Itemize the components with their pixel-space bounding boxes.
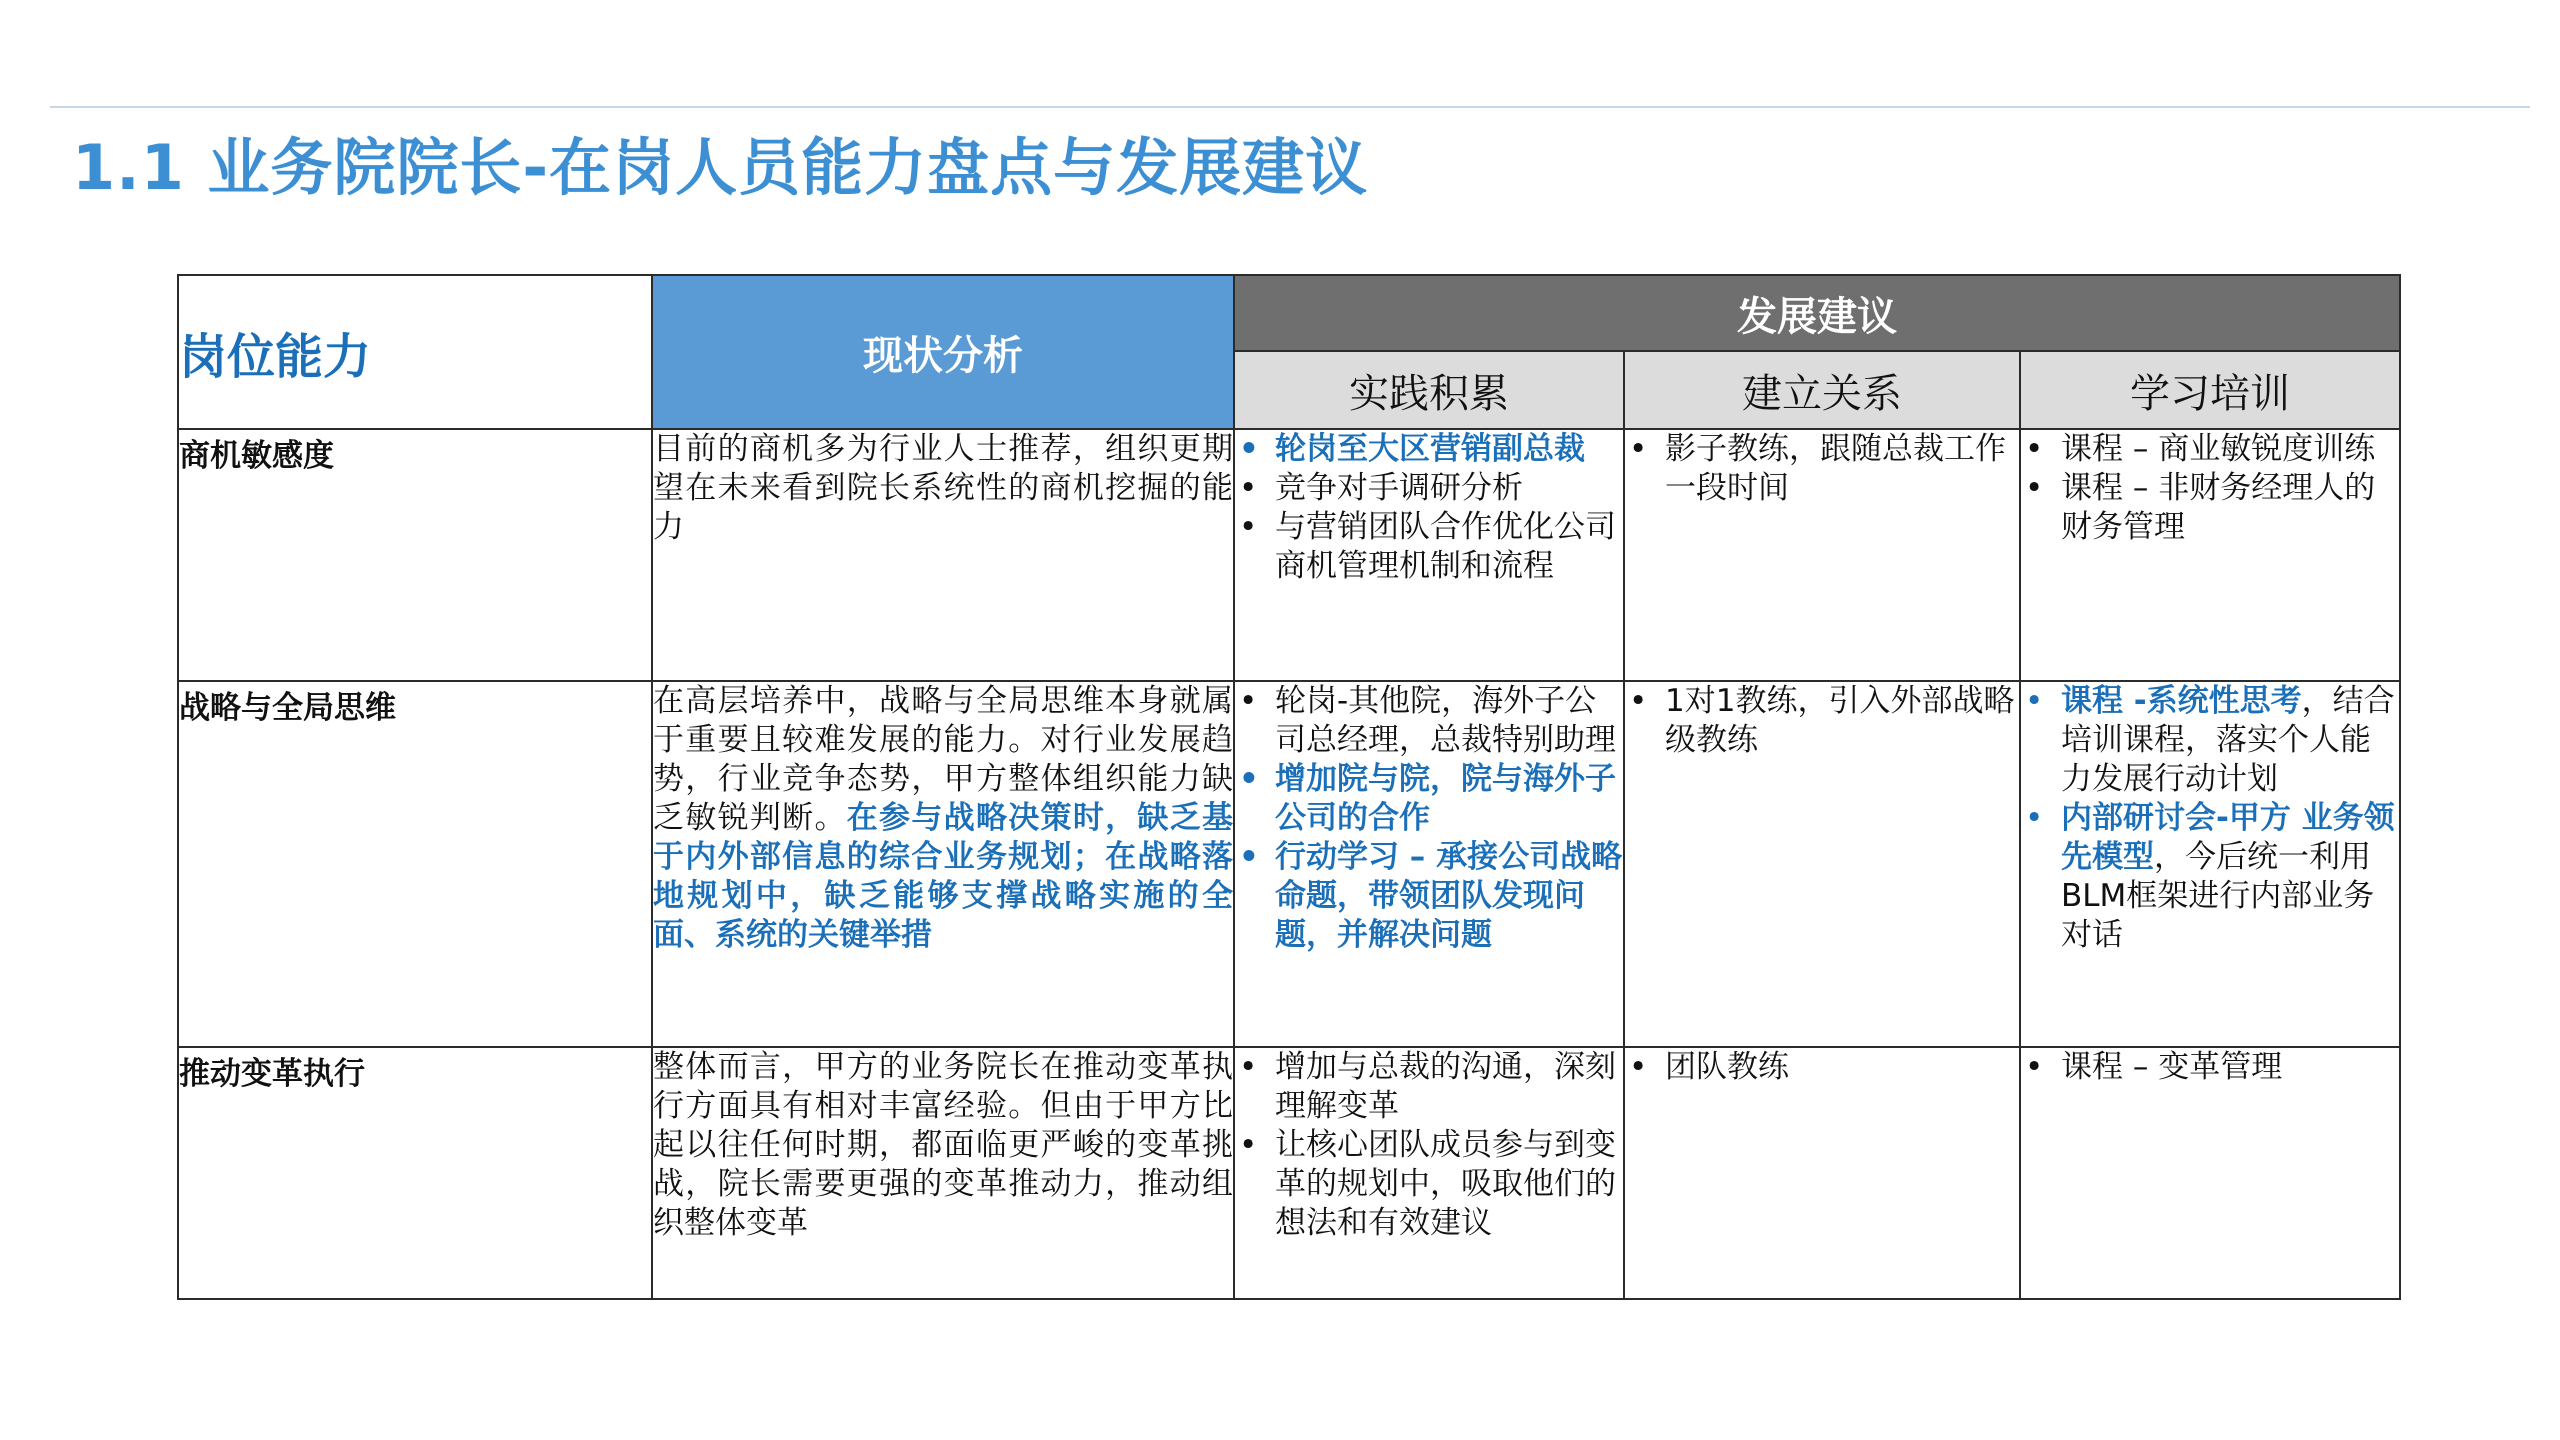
header-training: 学习培训 bbox=[2020, 351, 2400, 429]
relationship-cell bbox=[1624, 1047, 2020, 1299]
page-title: 1.1 业务院院长-在岗人员能力盘点与发展建议 bbox=[72, 131, 1369, 204]
capability-cell: 商机敏感度 bbox=[178, 429, 652, 681]
relationship-item: • 影子教练，跟随总裁工作一段时间 bbox=[1629, 431, 2006, 506]
training-cell bbox=[2020, 1047, 2400, 1299]
analysis-cell bbox=[652, 681, 1234, 1047]
training-item: • 课程 – 非财务经理人的财务管理 bbox=[2025, 470, 2376, 545]
practice-item: • 竞争对手调研分析 bbox=[1239, 470, 1523, 506]
analysis-text: 整体而言，甲方的业务院长在推动变革执行方面具有相对丰富经验。但由于甲方比起以往任何时期，都面临更严峻的变革挑战，院长需要更强的变革推动力，推动组织整体变革 bbox=[653, 1049, 1233, 1241]
table-body bbox=[178, 429, 2400, 1299]
training-item: • 课程 -系统性思考，结合培训课程，落实个人能力发展行动计划 bbox=[2025, 683, 2395, 797]
practice-item: • 轮岗至大区营销副总裁 bbox=[1239, 431, 1585, 467]
training-item: • 课程 – 商业敏锐度训练 bbox=[2025, 431, 2376, 467]
table-row bbox=[178, 681, 2400, 1047]
practice-cell bbox=[1234, 429, 1624, 681]
practice-cell bbox=[1234, 681, 1624, 1047]
practice-item: • 轮岗-其他院，海外子公司总经理，总裁特别助理 bbox=[1239, 683, 1616, 758]
practice-item: • 让核心团队成员参与到变革的规划中，吸取他们的想法和有效建议 bbox=[1239, 1127, 1616, 1241]
relationship-cell bbox=[1624, 429, 2020, 681]
training-item: • 课程 – 变革管理 bbox=[2025, 1049, 2283, 1085]
analysis-text: 目前的商机多为行业人士推荐，组织更期望在未来看到院长系统性的商机挖掘的能力 bbox=[653, 431, 1233, 545]
capability-table bbox=[177, 274, 2401, 1300]
training-cell bbox=[2020, 429, 2400, 681]
header-analysis: 现状分析 bbox=[652, 275, 1234, 429]
relationship-item: • 团队教练 bbox=[1629, 1049, 1789, 1085]
analysis-highlight: 在参与战略决策时，缺乏基于内外部信息的综合业务规划；在战略落地规划中，缺乏能够支撑战略实施的全面、系统的关键举措 bbox=[653, 800, 1233, 953]
relationship-item: • 1对1教练，引入外部战略级教练 bbox=[1629, 683, 2015, 758]
practice-item: • 与营销团队合作优化公司商机管理机制和流程 bbox=[1239, 509, 1616, 584]
capability-cell: 推动变革执行 bbox=[178, 1047, 652, 1299]
practice-item: • 行动学习 – 承接公司战略命题，带领团队发现问题，并解决问题 bbox=[1239, 839, 1623, 953]
header-practice: 实践积累 bbox=[1234, 351, 1624, 429]
table-row bbox=[178, 429, 2400, 681]
analysis-cell bbox=[652, 429, 1234, 681]
training-cell bbox=[2020, 681, 2400, 1047]
practice-cell bbox=[1234, 1047, 1624, 1299]
relationship-cell bbox=[1624, 681, 2020, 1047]
capability-cell: 战略与全局思维 bbox=[178, 681, 652, 1047]
header-relationship: 建立关系 bbox=[1624, 351, 2020, 429]
header-capability: 岗位能力 bbox=[178, 275, 652, 429]
training-item: • 内部研讨会-甲方 业务领先模型，今后统一利用BLM框架进行内部业务对话 bbox=[2025, 800, 2395, 953]
analysis-text: 在高层培养中，战略与全局思维本身就属于重要且较难发展的能力。对行业发展趋势，行业竞争态势，甲方整体组织能力缺乏敏锐判断。 bbox=[653, 683, 1233, 836]
top-divider bbox=[50, 106, 2530, 108]
practice-item: • 增加院与院，院与海外子公司的合作 bbox=[1239, 761, 1616, 836]
table-row bbox=[178, 1047, 2400, 1299]
analysis-cell bbox=[652, 1047, 1234, 1299]
practice-item: • 增加与总裁的沟通，深刻理解变革 bbox=[1239, 1049, 1616, 1124]
header-development: 发展建议 bbox=[1234, 275, 2400, 351]
